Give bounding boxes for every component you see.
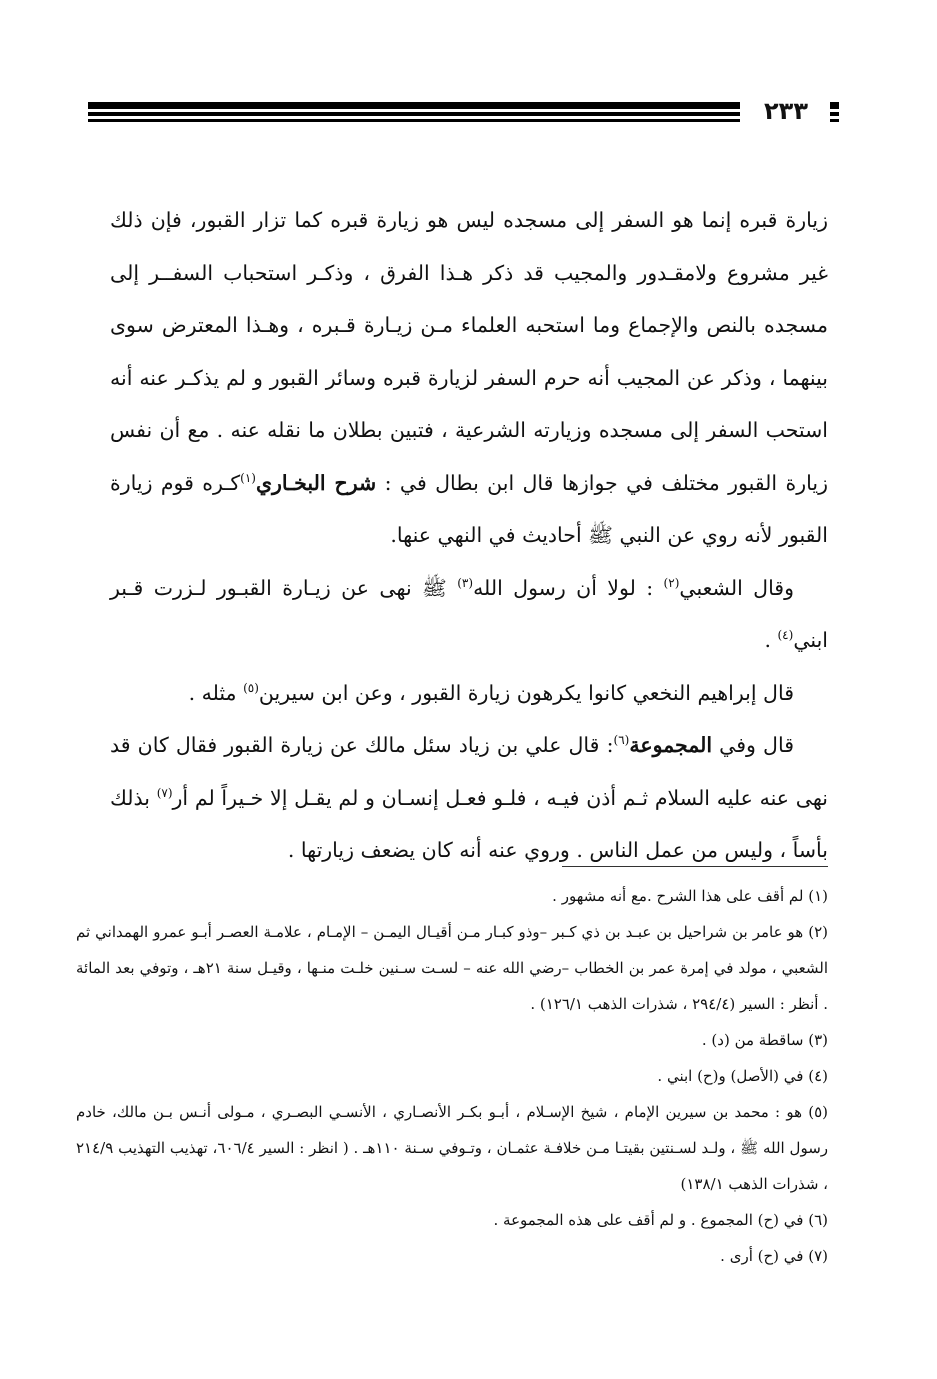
paragraph-3: قال إبراهيم النخعي كانوا يكرهون زيارة القبور ، وعن ابن سيرين$^{(٥)}$ مثله . xyxy=(188,680,794,705)
footnote-ref: (٥) xyxy=(243,680,259,695)
footnote-ref: (١) xyxy=(240,470,256,485)
footnote-5: (٥) هو : محمد بن سيرين الإمام ، شيخ الإسـلام ، أبـو بكـر الأنصـاري ، الأنسـي البصـري ، مـولى أنـس بـن مالك، خادم رسول الله ﷺ ، ولـد لسـنتين بقيتـا مـن خلافـة عثمـان ، وتـوفي سـنة ١١٠هـ . ( انظر : السير ٦٠٦/٤، تهذيب التهذيب ٢١٤/٩ ، شذرات الذهب ١٣٨/١) xyxy=(76,1103,829,1193)
header-rule-end xyxy=(830,102,839,109)
paragraph-4: قال وفي المجموعة$^{(٦)}$: قال علي بن زياد سئل مالك عن زيارة القبور فقال كان قد نهى عنه عليه السلام ثـم أذن فيـه ، فلـو فعـل إنسـان و لم يقـل إلا خـيراً لم أر$^{(٧)}$ بذلك بأساً ، وليس من عمل الناس . وروي عنه أنه كان يضعف زيارتها . xyxy=(110,733,828,862)
footnote-separator xyxy=(562,866,828,867)
header-rule-end xyxy=(830,112,839,116)
footnote-1: (١) لم أقف على هذا الشرح .مع أنه مشهور . xyxy=(552,887,828,905)
main-text xyxy=(110,194,828,877)
footnote-ref: (٣) xyxy=(457,575,474,590)
header-rule-thin xyxy=(88,119,740,122)
paragraph-1: زيارة قبره إنما هو السفر إلى مسجده ليس هو زيارة قبره كما تزار القبور، فإن ذلك غير مشروع ولامقـدور والمجيب قد ذكر هـذا الفرق ، وذكـر استحباب السفــر إلى مسجده بالنص والإجماع وما استحبه العلماء مـن زيـارة قـبره ، وهـذا المعترض سوى بينهما ، وذكر عن المجيب أنه حرم السفر لزيارة قبره وسائر القبور و لم يذكـر عنه أنه استحب السفر إلى مسجده وزيارته الشرعية ، فتبين بطلان ما نقله عنه . مع أن نفس زيارة القبور مختلف في جوازها قال ابن بطال في : شرح البخـاري$^{(١)}$كـره قوم زيارة القبور لأنه روي عن النبي ﷺ أحاديث في النهي عنها. xyxy=(110,208,828,547)
header-rule-end xyxy=(830,119,839,122)
page-header xyxy=(88,96,832,126)
book-title: المجموعة xyxy=(629,733,713,757)
book-title: شرح البخـاري xyxy=(255,470,377,495)
footnote-2: (٢) هو عامر بن شراحيل بن عبـد بن ذي كـبر –وذو كبـار مـن أقيـال اليمـن – الإمـام ، علامـة العصـر أبـو عمرو الهمداني ثم الشعبي ، مولد في إمرة عمر بن الخطاب –رضي الله عنه – لسـت سـنين خلـت منـها ، وقيـل سنة ٢١هـ ، وتوفي بعد المائة . أنظر : السير (٢٩٤/٤ ، شذرات الذهب ١٢٦/١) . xyxy=(76,923,828,1013)
footnote-7: (٧) في (ح) أرى . xyxy=(720,1247,828,1265)
footnote-ref: (٦) xyxy=(613,733,630,748)
header-rule-medium xyxy=(88,112,740,116)
page-number: ٢٣٣ xyxy=(764,97,808,125)
footnote-3: (٣) ساقطة من (د) . xyxy=(701,1031,828,1049)
footnotes xyxy=(76,878,828,1274)
footnote-ref: (٧) xyxy=(156,785,173,800)
footnote-ref: (٤) xyxy=(777,628,794,643)
footnote-4: (٤) في (الأصل) و(ح) ابني . xyxy=(657,1067,828,1085)
paragraph-2: وقال الشعبي$^{(٢)}$ : لولا أن رسول الله$^{(٣)}$ ﷺ نهى عن زيـارة القبـور لـزرت قـبر ابني$^{(٤)}$ . xyxy=(110,575,828,652)
header-rule-thick xyxy=(88,102,740,109)
footnote-ref: (٢) xyxy=(663,575,680,590)
footnote-6: (٦) في (ح) المجموع . و لم أقف على هذه المجموعة . xyxy=(493,1211,828,1229)
